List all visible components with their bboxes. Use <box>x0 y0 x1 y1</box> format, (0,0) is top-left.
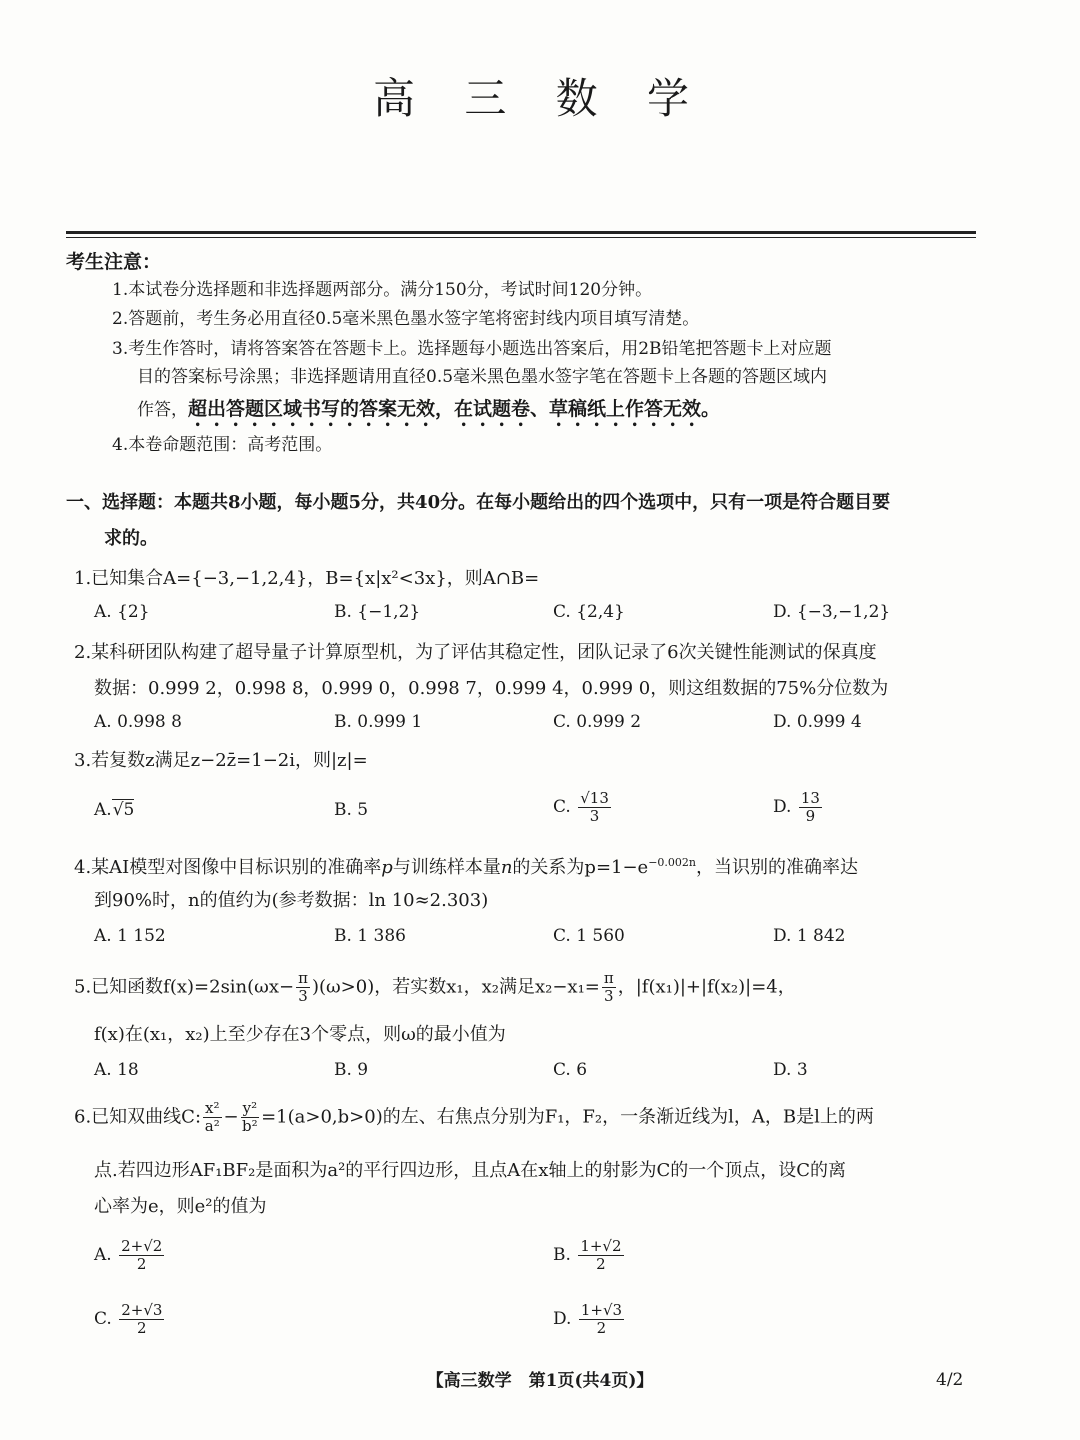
q6-option-d-den: 2 <box>596 1319 607 1337</box>
notice-item-1: 1.本试卷分选择题和非选择题两部分。满分150分，考试时间120分钟。 <box>112 280 653 300</box>
q6-option-c-label: C. <box>94 1309 112 1329</box>
q4-option-c: C. 1 560 <box>553 926 625 946</box>
notice-item-3-cont: 目的答案标号涂黑；非选择题请用直径0.5毫米黑色墨水签字笔在答题卡上各题的答题区域内 <box>137 367 828 387</box>
q6-text-a: 6.已知双曲线C: <box>74 1106 202 1128</box>
question-6-cont: 点.若四边形AF₁BF₂是面积为a²的平行四边形，且点A在x轴上的射影为C的一个顶点，设C的离 <box>94 1160 846 1181</box>
q3-option-d <box>773 790 824 825</box>
q6-text-b: =1(a>0,b>0)的左、右焦点分别为F₁，F₂，一条渐近线为l，A，B是l上的两 <box>261 1106 874 1128</box>
q6-option-d-fraction <box>579 1302 624 1337</box>
q4-text-d: ，当识别的准确率达 <box>696 857 859 878</box>
q6-option-b <box>553 1238 626 1273</box>
page-footer: 【高三数学 第1页(共4页)】 <box>426 1371 654 1391</box>
q6-option-d-num: 1+√3 <box>580 1301 623 1319</box>
q1-option-c: C. {2,4} <box>553 602 625 622</box>
q5-pi: π <box>298 969 308 987</box>
q6-x2-over-a2 <box>203 1100 221 1135</box>
q3-option-c-num: √13 <box>580 789 609 807</box>
q4-var-n: n <box>500 857 513 878</box>
question-4 <box>74 850 858 881</box>
q6-a2: a² <box>204 1117 220 1135</box>
q3-option-b: B. 5 <box>334 800 369 820</box>
notice-item-3-end-plain: 作答， <box>137 400 188 420</box>
question-3: 3.若复数z满足z−2z̄=1−2i，则|z|= <box>74 750 368 771</box>
q5-three: 3 <box>298 987 308 1005</box>
q4-option-d: D. 1 842 <box>773 926 846 946</box>
page-marker: 4/2 <box>936 1370 964 1390</box>
q1-option-d: D. {−3,−1,2} <box>773 602 891 622</box>
q1-option-a: A. {2} <box>94 602 150 622</box>
q4-option-b: B. 1 386 <box>334 926 406 946</box>
q4-text-c: 的关系为 <box>512 857 585 878</box>
notice-item-2: 2.答题前，考生务必用直径0.5毫米黑色墨水签字笔将密封线内项目填写清楚。 <box>112 309 700 329</box>
q4-exponent: −0.002n <box>648 856 697 869</box>
q5-pi-over-3 <box>296 970 310 1005</box>
q3-option-c-fraction <box>578 790 611 825</box>
q3-option-a <box>94 800 134 820</box>
section-heading-cont: 求的。 <box>104 528 158 549</box>
question-1: 1.已知集合A={−3,−1,2,4}，B={x|x²<3x}，则A∩B= <box>74 568 540 589</box>
q3-option-a-label: A. <box>94 800 112 820</box>
q6-option-a-fraction <box>119 1238 164 1273</box>
q4-var-p: p <box>381 857 393 878</box>
question-2-cont: 数据：0.999 2，0.998 8，0.999 0，0.998 7，0.999 4，0.999 0，则这组数据的75%分位数为 <box>94 678 889 699</box>
q6-option-a-num: 2+√2 <box>121 1237 163 1255</box>
notice-item-3: 3.考生作答时，请将答案答在答题卡上。选择题每小题选出答案后，用2B铅笔把答题卡上对应题 <box>112 339 832 359</box>
header-rule-thick <box>66 231 976 234</box>
q3-option-c-label: C. <box>553 797 571 817</box>
notice-item-3-end <box>137 396 720 431</box>
question-6-cont-2: 心率为e，则e²的值为 <box>94 1196 267 1217</box>
q6-option-c <box>94 1302 166 1337</box>
q6-x2: x² <box>205 1099 220 1117</box>
q5-pi-over-3-b <box>602 970 616 1005</box>
q5-option-b: B. 9 <box>334 1060 369 1080</box>
q5-text-c: ，|f(x₁)|+|f(x₂)|=4， <box>617 976 796 998</box>
question-2: 2.某科研团队构建了超导量子计算原型机，为了评估其稳定性，团队记录了6次关键性能测试的保真度 <box>74 642 877 663</box>
q2-option-a: A. 0.998 8 <box>94 712 182 732</box>
q3-option-d-fraction <box>799 790 822 825</box>
q4-text-b: 与训练样本量 <box>392 857 501 878</box>
q3-option-d-label: D. <box>773 797 792 817</box>
q1-option-b: B. {−1,2} <box>334 602 421 622</box>
q6-option-b-den: 2 <box>596 1255 606 1273</box>
page-title: 高 三 数 学 <box>372 74 708 123</box>
q5-text-a: 5.已知函数f(x)=2sin(ωx− <box>74 976 295 998</box>
q6-option-a-den: 2 <box>136 1255 147 1273</box>
question-5-cont: f(x)在(x₁，x₂)上至少存在3个零点，则ω的最小值为 <box>94 1024 506 1045</box>
q5-pi-b: π <box>603 969 614 987</box>
q5-option-d: D. 3 <box>773 1060 808 1080</box>
q6-option-c-fraction <box>119 1302 164 1337</box>
q4-formula: p=1−e <box>584 857 649 878</box>
q6-option-d <box>553 1302 626 1337</box>
q6-option-c-num: 2+√3 <box>121 1301 163 1319</box>
notice-emphasis: 超出答题区域书写的答案无效，在试题卷、草稿纸上作答无效。 <box>188 398 721 420</box>
q6-option-b-num: 1+√2 <box>580 1237 622 1255</box>
question-5 <box>74 970 796 1005</box>
header-rule-thin <box>66 237 976 238</box>
q4-text-a: 4.某AI模型对图像中目标识别的准确率 <box>74 857 382 878</box>
q6-option-b-label: B. <box>553 1245 571 1265</box>
notice-item-4: 4.本卷命题范围：高考范围。 <box>112 435 333 455</box>
q6-y2: y² <box>242 1099 258 1117</box>
q2-option-d: D. 0.999 4 <box>773 712 862 732</box>
q5-option-c: C. 6 <box>553 1060 588 1080</box>
q6-option-d-label: D. <box>553 1309 572 1329</box>
q4-option-a: A. 1 152 <box>94 926 166 946</box>
question-4-cont: 到90%时，n的值约为(参考数据：ln 10≈2.303) <box>94 890 489 911</box>
q6-minus: − <box>223 1106 239 1128</box>
q5-text-b: )(ω>0)，若实数x₁，x₂满足x₂−x₁= <box>311 976 600 998</box>
q6-b2: b² <box>242 1117 258 1135</box>
q3-option-a-value: √5 <box>112 800 135 820</box>
q6-y2-over-b2 <box>241 1100 260 1135</box>
section-heading: 一、选择题：本题共8小题，每小题5分，共40分。在每小题给出的四个选项中，只有一项是符合题目要 <box>66 492 891 513</box>
q5-three-b: 3 <box>604 987 614 1005</box>
q6-option-a <box>94 1238 166 1273</box>
q6-option-b-fraction <box>578 1238 623 1273</box>
q3-option-c-den: 3 <box>589 807 600 825</box>
q3-option-d-den: 9 <box>805 807 816 825</box>
q2-option-c: C. 0.999 2 <box>553 712 642 732</box>
question-6 <box>74 1100 874 1135</box>
q5-option-a: A. 18 <box>94 1060 139 1080</box>
notice-heading: 考生注意： <box>66 251 162 273</box>
q6-option-a-label: A. <box>94 1245 112 1265</box>
q3-option-c <box>553 790 613 825</box>
q2-option-b: B. 0.999 1 <box>334 712 423 732</box>
q6-option-c-den: 2 <box>137 1319 147 1337</box>
q3-option-d-num: 13 <box>800 789 820 807</box>
